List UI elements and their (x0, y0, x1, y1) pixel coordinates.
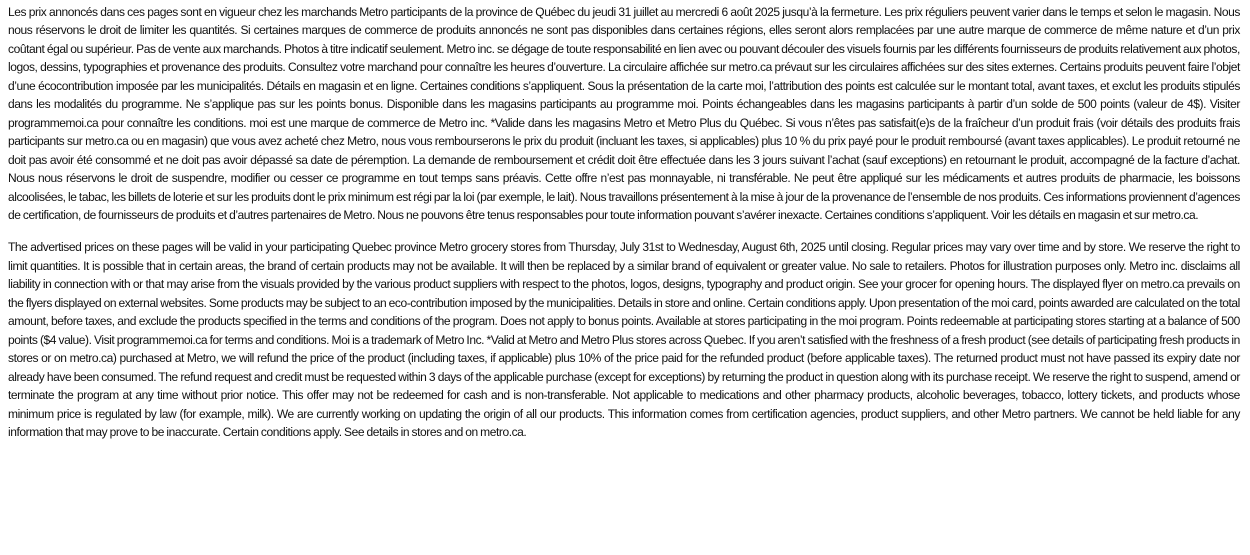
english-disclaimer-paragraph: The advertised prices on these pages will be valid in your participating Quebec province Metro grocery stores from Thursday, July 31st to Wednesday, August 6th, 2025 until closing. Regular prices may vary over time and by store. We reserve the right to limit quantities. It is possible that in certain areas, the brand of certain products may not be available. It will then be replaced by a similar brand of equivalent or greater value. No sale to retailers. Photos for illustration purposes only. Metro inc. disclaims all liability in connection with or that may arise from the visuals provided by the various product suppliers with respect to the photos, logos, designs, typography and product origin. See your grocer for opening hours. The displayed flyer on metro.ca prevails on the flyers displayed on external websites. Some products may be subject to an eco-contribution imposed by the municipalities. Details in store and online. Certain conditions apply. Upon presentation of the moi card, points awarded are calculated on the total amount, before taxes, and exclude the products specified in the terms and conditions of the program. Does not apply to bonus points. Available at stores participating in the moi program. Points redeemable at participating stores starting at a balance of 500 points ($4 value). Visit programmemoi.ca for terms and conditions. Moi is a trademark of Metro Inc. *Valid at Metro and Metro Plus stores across Quebec. If you aren’t satisfied with the freshness of a fresh product (see details of participating fresh products in stores or on metro.ca) purchased at Metro, we will refund the price of the product (including taxes, if applicable) plus 10% of the price paid for the refunded product (before applicable taxes). The returned product must not have passed its expiry date nor already have been consumed. The refund request and credit must be requested within 3 days of the applicable purchase (except for exceptions) by returning the product in question along with its purchase receipt. We reserve the right to suspend, amend or terminate the program at any time without prior notice. This offer may not be redeemed for cash and is non-transferable. Not applicable to medications and other pharmacy products, alcoholic beverages, tobacco, lottery tickets, and products whose minimum price is regulated by law (for example, milk). We are currently working on updating the origin of all our products. This information comes from certification agencies, product suppliers, and other Metro partners. We cannot be held liable for any information that may prove to be inaccurate. Certain conditions apply. See details in stores and on metro.ca. (8, 240, 1240, 439)
french-disclaimer-paragraph: Les prix annoncés dans ces pages sont en vigueur chez les marchands Metro participants de la province de Québec du jeudi 31 juillet au mercredi 6 août 2025 jusqu’à la fermeture. Les prix réguliers peuvent varier dans le temps et selon le magasin. Nous nous réservons le droit de limiter les quantités. Si certaines marques de commerce de produits annoncés ne sont pas disponibles dans certaines régions, elles seront alors remplacées par une autre marque de commerce de même nature et d’un prix coûtant égal ou supérieur. Pas de vente aux marchands. Photos à titre indicatif seulement. Metro inc. se dégage de toute responsabilité en lien avec ou pouvant découler des visuels fournis par les différents fournisseurs de produits relativement aux photos, logos, dessins, typographies et provenance des produits. Consultez votre marchand pour connaître les heures d’ouverture. La circulaire affichée sur metro.ca prévaut sur les circulaires affichées sur des sites externes. Certains produits peuvent faire l’objet d’une écocontribution imposée par les municipalités. Détails en magasin et en ligne. Certaines conditions s’appliquent. Sous la présentation de la carte moi, l’attribution des points est calculée sur le montant total, avant taxes, et exclut les produits stipulés dans les modalités du programme. Ne s’applique pas sur les points bonus. Disponible dans les magasins participants au programme moi. Points échangeables dans les magasins participants à partir d’un solde de 500 points (valeur de 4$). Visiter programmemoi.ca pour connaître les conditions. moi est une marque de commerce de Metro inc. *Valide dans les magasins Metro et Metro Plus du Québec. Si vous n’êtes pas satisfait(e)s de la fraîcheur d’un produit frais (voir détails des produits frais participants sur metro.ca ou en magasin) que vous avez acheté chez Metro, nous vous rembourserons le prix du produit (incluant les taxes, si applicables) plus 10 % du prix payé pour le produit remboursé (avant taxes applicables). Le produit retourné ne doit pas avoir été consommé et ne doit pas avoir dépassé sa date de péremption. La demande de remboursement et crédit doit être effectuée dans les 3 jours suivant l’achat (sauf exceptions) en retournant le produit, accompagné de la facture d’achat. Nous nous réservons le droit de suspendre, modifier ou cesser ce programme en tout temps sans préavis. Cette offre n’est pas monnayable, ni transférable. Ne peut être appliqué sur les médicaments et autres produits de pharmacie, les boissons alcoolisées, le tabac, les billets de loterie et sur les produits dont le prix minimum est régi par la loi (par exemple, le lait). Nous travaillons présentement à la mise à jour de la provenance de l’ensemble de nos produits. Ces informations proviennent d’agences de certification, de fournisseurs de produits et d’autres partenaires de Metro. Nous ne pouvons être tenus responsables pour toute information pouvant s’avérer inexacte. Certaines conditions s’appliquent. Voir les détails en magasin et sur metro.ca. (8, 5, 1240, 222)
